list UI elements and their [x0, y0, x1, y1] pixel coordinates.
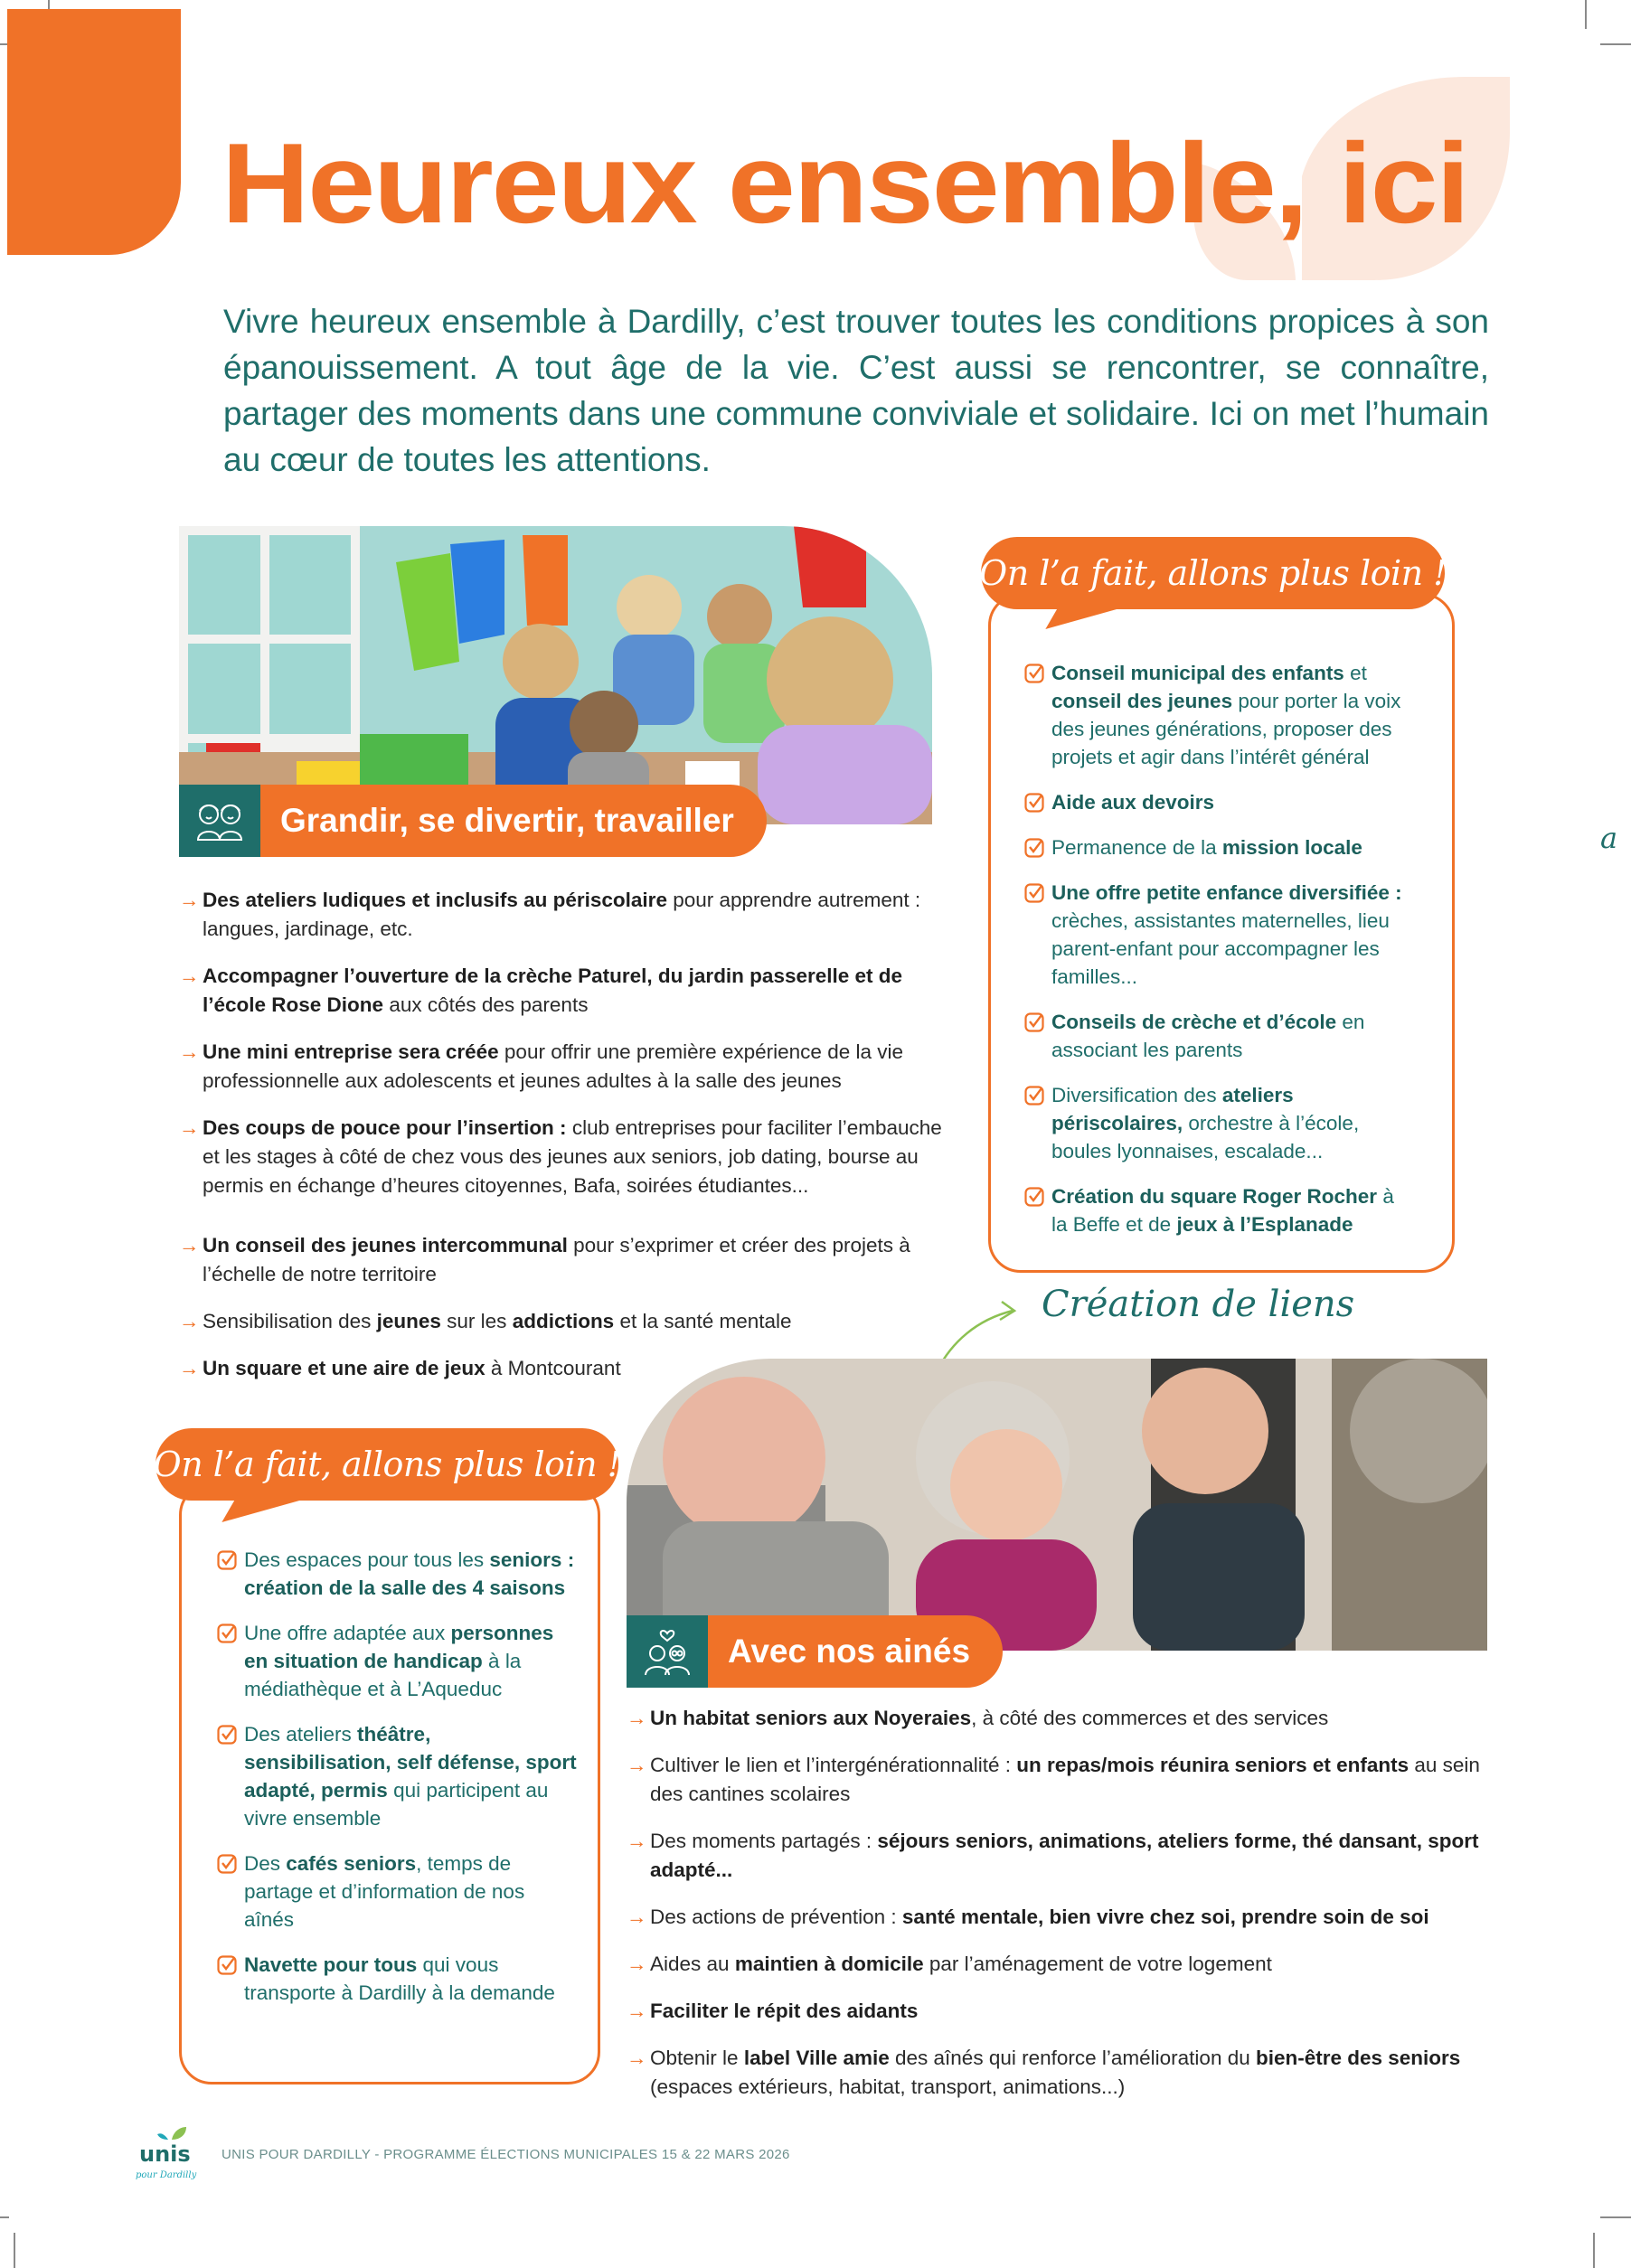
arrow-right-icon: →: [627, 2000, 647, 2022]
arrow-right-icon: →: [627, 1707, 647, 1729]
crop-mark: [1600, 2216, 1631, 2218]
seniors-laughing-photo: [627, 1359, 1487, 1651]
checkbox-check-icon: [1024, 1012, 1044, 1032]
list-item: → Un square et une aire de jeux à Montcourant: [179, 1354, 957, 1383]
checkbox-check-icon: [1024, 1187, 1044, 1207]
section2-list: [627, 1704, 1494, 2120]
list-item: Création du square Roger Rocher à la Beffe et de jeux à l’Esplanade: [1024, 1182, 1413, 1238]
checkbox-check-icon: [1024, 883, 1044, 903]
children-playing-photo: [179, 526, 932, 824]
list-item: → Des coups de pouce pour l’insertion : club entreprises pour faciliter l’embauche et les stages à côté de chez vous des jeunes aux seniors, job dating, bourse au permis en échange d’heures citoyennes, Bafa, soirées étudiantes...: [179, 1114, 957, 1200]
list-item: Des espaces pour tous les seniors : création de la salle des 4 saisons: [217, 1546, 579, 1602]
speech-tail: [1045, 602, 1142, 629]
list-item: Aide aux devoirs: [1024, 788, 1413, 816]
list-item: Navette pour tous qui vous transporte à Dardilly à la demande: [217, 1951, 579, 2007]
arrow-right-icon: →: [179, 965, 200, 987]
checkbox-check-icon: [217, 1955, 237, 1975]
checkbox-check-icon: [217, 1623, 237, 1643]
side-letter: a: [1600, 821, 1618, 855]
list-item: → Des ateliers ludiques et inclusifs au périscolaire pour apprendre autrement : langues, jardinage, etc.: [179, 886, 957, 944]
callout-heading: On l’a fait, allons plus loin !: [156, 1428, 618, 1501]
crop-mark: [1600, 43, 1631, 45]
arrow-right-icon: →: [627, 1906, 647, 1928]
arrow-right-icon: →: [627, 1953, 647, 1975]
arrow-right-icon: →: [627, 2047, 647, 2069]
checkbox-check-icon: [1024, 838, 1044, 858]
section-heading-grandir: [179, 785, 767, 857]
arrow-right-icon: →: [179, 1310, 200, 1332]
list-item: → Sensibilisation des jeunes sur les addictions et la santé mentale: [179, 1307, 957, 1336]
list-item: Des ateliers théâtre, sensibilisation, self défense, sport adapté, permis qui participent au vivre ensemble: [217, 1720, 579, 1832]
list-item: → Un conseil des jeunes intercommunal pour s’exprimer et créer des projets à l’échelle de notre territoire: [179, 1231, 957, 1289]
checkbox-check-icon: [1024, 793, 1044, 813]
creation-de-liens-label: Création de liens: [1042, 1284, 1355, 1325]
section-title: Avec nos ainés: [708, 1615, 1003, 1688]
seniors-icon: [627, 1615, 708, 1688]
callout-heading: On l’a fait, allons plus loin !: [981, 537, 1445, 609]
speech-tail: [222, 1495, 318, 1522]
arrow-right-icon: →: [627, 1830, 647, 1852]
arrow-right-icon: →: [179, 1357, 200, 1379]
intro-paragraph: Vivre heureux ensemble à Dardilly, c’est trouver toutes les conditions propices à son épanouissement. A tout âge de la vie. C’est aussi se rencontrer, se connaître, partager des moments dans une commune conviviale et solidaire. Ici on met l’humain au cœur de toutes les attentions.: [223, 303, 1489, 478]
list-item: Permanence de la mission locale: [1024, 833, 1413, 861]
list-item: Des cafés seniors, temps de partage et d’information de nos aînés: [217, 1849, 579, 1934]
arrow-right-icon: →: [179, 1116, 200, 1139]
crop-mark: [1585, 0, 1587, 29]
list-item: → Accompagner l’ouverture de la crèche Paturel, du jardin passerelle et de l’école Rose Dione aux côtés des parents: [179, 962, 957, 1020]
svg-text:pour Dardilly: pour Dardilly: [136, 2170, 197, 2180]
callout-box-seniors: [153, 1428, 621, 2102]
section-heading-aines: [627, 1615, 1003, 1688]
list-item: → Faciliter le répit des aidants: [627, 1997, 1494, 2026]
list-item: Une offre petite enfance diversifiée : crèches, assistantes maternelles, lieu parent-enfant pour accompagner les familles...: [1024, 879, 1413, 991]
callout-box-youth: [981, 537, 1451, 1278]
footer-text: UNIS POUR DARDILLY - PROGRAMME ÉLECTIONS MUNICIPALES 15 & 22 MARS 2026: [222, 2147, 790, 2162]
orange-corner-tab: [7, 9, 181, 255]
children-icon: [179, 785, 260, 857]
section-title: Grandir, se divertir, travailler: [260, 785, 767, 857]
list-item: Conseil municipal des enfants et conseil des jeunes pour porter la voix des jeunes générations, proposer des projets et agir dans l’intérêt général: [1024, 659, 1413, 771]
unis-logo: [134, 2127, 206, 2181]
list-item: → Aides au maintien à domicile par l’aménagement de votre logement: [627, 1950, 1494, 1979]
arrow-right-icon: →: [179, 1234, 200, 1256]
crop-mark: [0, 2216, 9, 2218]
checkbox-check-icon: [217, 1854, 237, 1874]
arrow-right-icon: →: [179, 889, 200, 911]
arrow-right-icon: →: [179, 1040, 200, 1063]
checkbox-check-icon: [217, 1550, 237, 1570]
list-item: Diversification des ateliers périscolaires, orchestre à l’école, boules lyonnaises, escalade...: [1024, 1081, 1413, 1165]
list-item: → Des actions de prévention : santé mentale, bien vivre chez soi, prendre soin de soi: [627, 1903, 1494, 1932]
checkbox-check-icon: [1024, 1086, 1044, 1106]
list-item: → Une mini entreprise sera créée pour offrir une première expérience de la vie professionnelle aux adolescents et jeunes adultes à la salle des jeunes: [179, 1038, 957, 1096]
list-item: → Un habitat seniors aux Noyeraies, à côté des commerces et des services: [627, 1704, 1494, 1733]
crop-mark: [14, 2233, 15, 2268]
list-item: Conseils de crèche et d’école en associant les parents: [1024, 1008, 1413, 1064]
page-title: Heureux ensemble, ici: [222, 119, 1468, 247]
checkbox-check-icon: [1024, 663, 1044, 683]
svg-text:unis: unis: [139, 2141, 191, 2167]
crop-mark: [1593, 2233, 1595, 2268]
checkbox-check-icon: [217, 1725, 237, 1745]
callout1-list: [1024, 659, 1413, 1256]
list-item: Une offre adaptée aux personnes en situation de handicap à la médiathèque et à L’Aqueduc: [217, 1619, 579, 1703]
callout2-list: [217, 1546, 579, 2024]
arrow-right-icon: →: [627, 1754, 647, 1776]
list-item: → Obtenir le label Ville amie des aînés qui renforce l’amélioration du bien-être des seniors (espaces extérieurs, habitat, transport, animations...): [627, 2044, 1494, 2102]
list-item: → Cultiver le lien et l’intergénérationnalité : un repas/mois réunira seniors et enfants au sein des cantines scolaires: [627, 1751, 1494, 1809]
section1-list: [179, 886, 957, 1401]
list-item: → Des moments partagés : séjours seniors, animations, ateliers forme, thé dansant, sport adapté...: [627, 1827, 1494, 1885]
